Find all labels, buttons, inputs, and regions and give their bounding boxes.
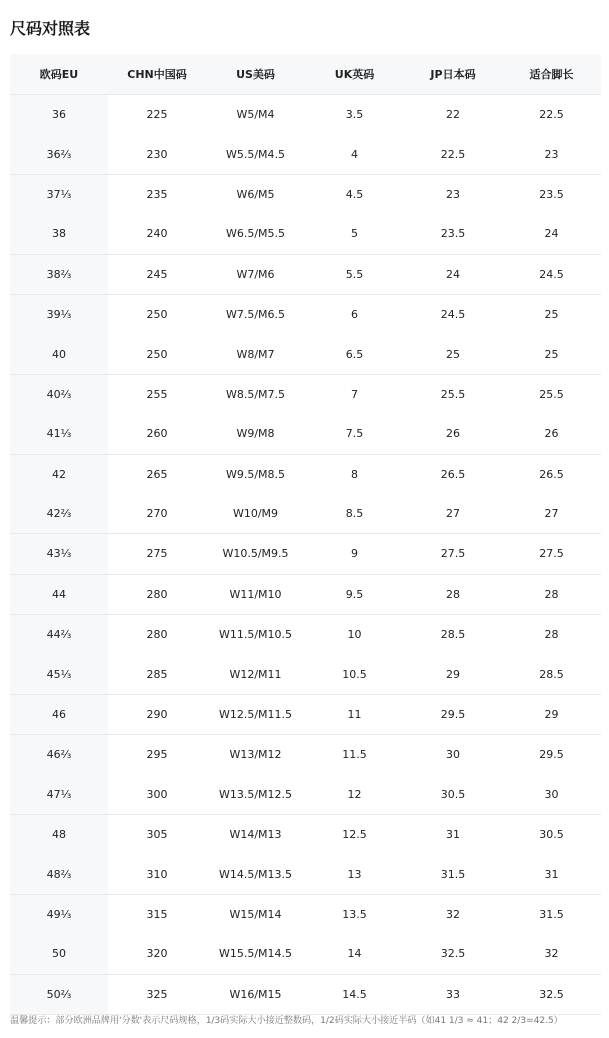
cell-us: W5/M4 xyxy=(206,95,305,135)
cell-eu: 48⅔ xyxy=(10,854,108,894)
table-row xyxy=(10,95,601,135)
header-jp: JP日本码 xyxy=(404,54,502,95)
cell-chn: 240 xyxy=(146,227,168,241)
size-chart-table xyxy=(10,54,601,1015)
cell-uk: 10.5 xyxy=(342,667,367,681)
cell-foot-length: 32 xyxy=(544,947,559,961)
cell-uk: 12.5 xyxy=(305,815,404,855)
cell-jp: 23.5 xyxy=(440,227,466,241)
table-row xyxy=(10,134,601,174)
cell-uk: 7 xyxy=(305,374,404,414)
cell-chn: 325 xyxy=(108,974,206,1014)
cell-us: W10/M9 xyxy=(232,507,279,521)
cell-uk: 5 xyxy=(351,227,358,241)
cell-foot-length: 28 xyxy=(502,574,601,614)
cell-jp: 31.5 xyxy=(440,867,466,881)
cell-uk: 13 xyxy=(347,867,362,881)
cell-us: W7/M6 xyxy=(206,254,305,294)
cell-chn: 230 xyxy=(146,147,168,161)
cell-us: W8/M7 xyxy=(236,347,275,361)
cell-us: W14.5/M13.5 xyxy=(218,867,293,881)
table-row xyxy=(10,934,601,974)
cell-uk: 8.5 xyxy=(345,507,364,521)
cell-uk: 9.5 xyxy=(305,574,404,614)
cell-foot-length: 31.5 xyxy=(502,894,601,934)
cell-us: W13/M12 xyxy=(206,735,305,775)
table-row xyxy=(10,174,601,214)
cell-eu: 42 xyxy=(10,454,108,494)
table-row xyxy=(10,735,601,775)
page-title: 尺码对照表 xyxy=(10,19,91,38)
table-row xyxy=(10,854,601,894)
cell-uk: 11 xyxy=(305,694,404,734)
header-foot-length: 适合脚长 xyxy=(502,54,601,95)
cell-eu: 40 xyxy=(10,334,108,374)
cell-foot-length: 25 xyxy=(544,347,559,361)
table-header-row xyxy=(10,54,601,95)
cell-jp: 33 xyxy=(404,974,502,1014)
table-body xyxy=(10,95,601,1015)
cell-jp: 24 xyxy=(404,254,502,294)
cell-us: W15/M14 xyxy=(206,894,305,934)
cell-chn: 305 xyxy=(108,815,206,855)
cell-foot-length: 30 xyxy=(544,787,559,801)
cell-eu: 46 xyxy=(10,694,108,734)
cell-foot-length: 24 xyxy=(544,227,559,241)
cell-eu: 40⅔ xyxy=(10,374,108,414)
footnote-tip: 温馨提示：部分欧洲品牌用'分数'表示尺码规格，1/3码实际大小接近整数码，1/2码实际大小接近半码（如41 1/3 ≈ 41；42 2/3=42.5） xyxy=(10,1015,563,1026)
cell-us: W11.5/M10.5 xyxy=(206,615,305,655)
cell-foot-length: 31 xyxy=(544,867,559,881)
cell-eu: 48 xyxy=(10,815,108,855)
cell-us: W6.5/M5.5 xyxy=(225,227,286,241)
cell-foot-length: 26 xyxy=(544,427,559,441)
cell-foot-length: 25.5 xyxy=(502,374,601,414)
cell-jp: 22 xyxy=(404,95,502,135)
cell-us: W12/M11 xyxy=(229,667,282,681)
header-uk: UK英码 xyxy=(305,54,404,95)
cell-uk: 12 xyxy=(347,787,362,801)
table-row xyxy=(10,815,601,855)
cell-us: W12.5/M11.5 xyxy=(206,694,305,734)
header-chn: CHN中国码 xyxy=(108,54,206,95)
cell-uk: 14 xyxy=(347,947,362,961)
cell-chn: 250 xyxy=(146,347,168,361)
cell-eu: 45⅓ xyxy=(10,654,108,694)
cell-chn: 245 xyxy=(108,254,206,294)
cell-eu: 44⅔ xyxy=(10,615,108,655)
cell-uk: 14.5 xyxy=(305,974,404,1014)
table-row xyxy=(10,654,601,694)
cell-foot-length: 24.5 xyxy=(502,254,601,294)
cell-jp: 26 xyxy=(446,427,460,441)
table-row xyxy=(10,454,601,494)
table-row xyxy=(10,374,601,414)
cell-uk: 11.5 xyxy=(305,735,404,775)
cell-chn: 310 xyxy=(146,867,168,881)
table-row xyxy=(10,694,601,734)
cell-chn: 225 xyxy=(108,95,206,135)
cell-chn: 290 xyxy=(108,694,206,734)
cell-chn: 280 xyxy=(108,615,206,655)
cell-jp: 32.5 xyxy=(440,947,466,961)
cell-uk: 10 xyxy=(305,615,404,655)
table-row xyxy=(10,574,601,614)
cell-jp: 29 xyxy=(446,667,460,681)
cell-chn: 300 xyxy=(146,787,168,801)
cell-jp: 25.5 xyxy=(404,374,502,414)
cell-uk: 6.5 xyxy=(345,347,364,361)
cell-foot-length: 27 xyxy=(544,507,559,521)
cell-foot-length: 29 xyxy=(502,694,601,734)
cell-jp: 22.5 xyxy=(440,147,466,161)
cell-chn: 315 xyxy=(108,894,206,934)
table-row xyxy=(10,494,601,534)
cell-chn: 320 xyxy=(146,947,168,961)
cell-us: W14/M13 xyxy=(206,815,305,855)
header-eu: 欧码EU xyxy=(10,54,108,95)
cell-foot-length: 30.5 xyxy=(502,815,601,855)
cell-eu: 36⅔ xyxy=(10,134,108,174)
cell-chn: 250 xyxy=(108,294,206,334)
table-row xyxy=(10,775,601,815)
cell-foot-length: 29.5 xyxy=(502,735,601,775)
table-row xyxy=(10,974,601,1014)
cell-eu: 49⅓ xyxy=(10,894,108,934)
cell-foot-length: 25 xyxy=(502,294,601,334)
cell-jp: 29.5 xyxy=(404,694,502,734)
table-row xyxy=(10,894,601,934)
table-row xyxy=(10,534,601,574)
cell-foot-length: 22.5 xyxy=(502,95,601,135)
table-row xyxy=(10,214,601,254)
cell-uk: 9 xyxy=(305,534,404,574)
cell-us: W9/M8 xyxy=(236,427,275,441)
cell-jp: 30 xyxy=(404,735,502,775)
cell-eu: 43⅓ xyxy=(10,534,108,574)
cell-chn: 270 xyxy=(146,507,168,521)
header-us: US美码 xyxy=(206,54,305,95)
cell-jp: 28 xyxy=(404,574,502,614)
cell-jp: 32 xyxy=(404,894,502,934)
cell-jp: 23 xyxy=(404,174,502,214)
table-row xyxy=(10,254,601,294)
cell-eu: 44 xyxy=(10,574,108,614)
cell-uk: 3.5 xyxy=(305,95,404,135)
cell-foot-length: 28.5 xyxy=(539,667,564,681)
cell-foot-length: 23 xyxy=(544,147,559,161)
cell-us: W8.5/M7.5 xyxy=(206,374,305,414)
cell-jp: 27.5 xyxy=(404,534,502,574)
cell-eu: 42⅔ xyxy=(10,494,108,534)
cell-chn: 235 xyxy=(108,174,206,214)
cell-chn: 255 xyxy=(108,374,206,414)
cell-chn: 280 xyxy=(108,574,206,614)
cell-jp: 31 xyxy=(404,815,502,855)
cell-us: W13.5/M12.5 xyxy=(218,787,293,801)
cell-us: W11/M10 xyxy=(206,574,305,614)
cell-foot-length: 32.5 xyxy=(502,974,601,1014)
cell-foot-length: 27.5 xyxy=(502,534,601,574)
cell-chn: 295 xyxy=(108,735,206,775)
cell-eu: 37⅓ xyxy=(10,174,108,214)
table-row xyxy=(10,294,601,334)
cell-eu: 39⅓ xyxy=(10,294,108,334)
cell-us: W5.5/M4.5 xyxy=(225,147,286,161)
cell-chn: 260 xyxy=(146,427,168,441)
cell-eu: 36 xyxy=(10,95,108,135)
cell-jp: 28.5 xyxy=(404,615,502,655)
cell-us: W16/M15 xyxy=(206,974,305,1014)
cell-us: W9.5/M8.5 xyxy=(206,454,305,494)
cell-eu: 41⅓ xyxy=(10,414,108,454)
cell-us: W7.5/M6.5 xyxy=(206,294,305,334)
cell-uk: 8 xyxy=(305,454,404,494)
cell-uk: 7.5 xyxy=(345,427,364,441)
cell-us: W15.5/M14.5 xyxy=(218,947,293,961)
cell-uk: 4.5 xyxy=(305,174,404,214)
cell-uk: 4 xyxy=(351,147,358,161)
cell-jp: 26.5 xyxy=(404,454,502,494)
cell-chn: 265 xyxy=(108,454,206,494)
cell-chn: 275 xyxy=(108,534,206,574)
cell-uk: 5.5 xyxy=(305,254,404,294)
cell-jp: 30.5 xyxy=(440,787,466,801)
cell-us: W10.5/M9.5 xyxy=(206,534,305,574)
cell-chn: 285 xyxy=(146,667,168,681)
cell-eu: 38⅔ xyxy=(10,254,108,294)
cell-eu: 47⅓ xyxy=(10,775,108,815)
cell-eu: 38 xyxy=(10,214,108,254)
cell-jp: 24.5 xyxy=(404,294,502,334)
cell-jp: 27 xyxy=(446,507,460,521)
table-row xyxy=(10,615,601,655)
cell-uk: 6 xyxy=(305,294,404,334)
size-chart-table-container xyxy=(10,54,601,1015)
cell-foot-length: 28 xyxy=(502,615,601,655)
cell-eu: 50⅔ xyxy=(10,974,108,1014)
cell-us: W6/M5 xyxy=(206,174,305,214)
cell-foot-length: 23.5 xyxy=(502,174,601,214)
cell-jp: 25 xyxy=(446,347,460,361)
cell-eu: 46⅔ xyxy=(10,735,108,775)
table-row xyxy=(10,414,601,454)
cell-uk: 13.5 xyxy=(305,894,404,934)
cell-eu: 50 xyxy=(10,934,108,974)
table-row xyxy=(10,334,601,374)
cell-foot-length: 26.5 xyxy=(502,454,601,494)
